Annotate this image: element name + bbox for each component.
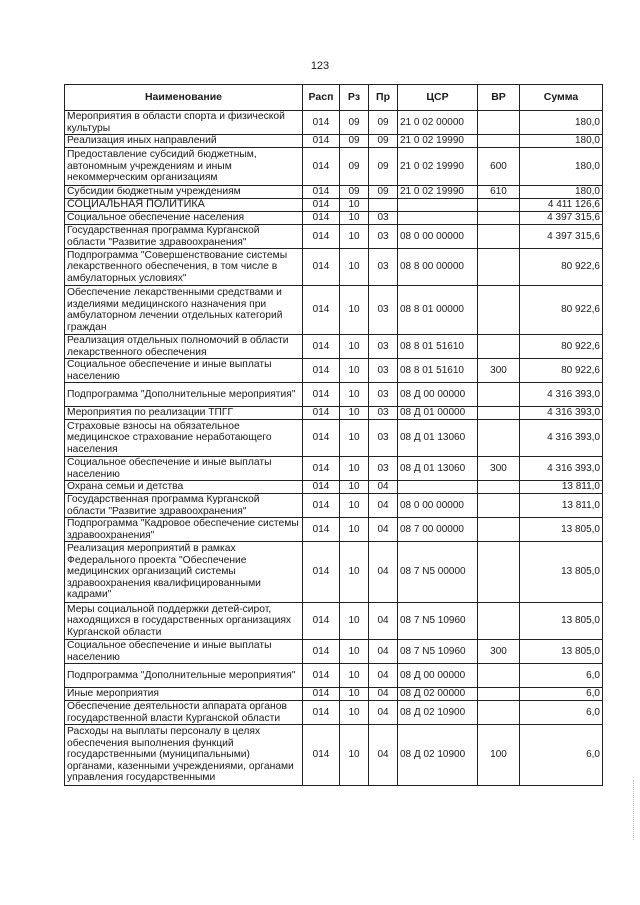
cell-rasp: 014 — [303, 420, 340, 457]
cell-vr: 100 — [478, 725, 520, 786]
cell-rasp: 014 — [303, 286, 340, 335]
cell-pr: 03 — [369, 457, 398, 481]
cell-rasp: 014 — [303, 725, 340, 786]
cell-name: Обеспечение деятельности аппарата органов государственной власти Курганской области — [65, 701, 303, 725]
cell-vr: 300 — [478, 640, 520, 664]
cell-name: Государственная программа Курганской области "Развитие здравоохранения" — [65, 225, 303, 249]
cell-csr: 21 0 02 19990 — [398, 148, 478, 186]
cell-csr: 08 Д 00 00000 — [398, 664, 478, 688]
cell-rasp: 014 — [303, 701, 340, 725]
cell-sum: 4 397 315,6 — [520, 225, 603, 249]
cell-rasp: 014 — [303, 664, 340, 688]
table-row — [65, 494, 603, 518]
cell-name: Страховые взносы на обязательное медицинское страхование неработающего населения — [65, 420, 303, 457]
page-number: 123 — [310, 60, 330, 72]
table-row — [65, 481, 603, 494]
cell-rasp: 014 — [303, 542, 340, 603]
cell-rz: 10 — [340, 359, 369, 383]
cell-sum: 13 805,0 — [520, 640, 603, 664]
header-pr: Пр — [369, 85, 398, 111]
cell-name: Государственная программа Курганской области "Развитие здравоохранения" — [65, 494, 303, 518]
cell-rz: 10 — [340, 481, 369, 494]
cell-vr — [478, 481, 520, 494]
cell-csr: 08 8 01 00000 — [398, 286, 478, 335]
cell-csr: 08 8 00 00000 — [398, 249, 478, 286]
cell-pr: 04 — [369, 542, 398, 603]
cell-rz: 09 — [340, 135, 369, 148]
cell-rasp: 014 — [303, 186, 340, 199]
cell-name: СОЦИАЛЬНАЯ ПОЛИТИКА — [65, 199, 303, 212]
cell-pr: 03 — [369, 407, 398, 420]
cell-name: Мероприятия по реализации ТПГГ — [65, 407, 303, 420]
cell-vr — [478, 701, 520, 725]
cell-name: Социальное обеспечение и иные выплаты населению — [65, 359, 303, 383]
cell-sum: 13 805,0 — [520, 518, 603, 542]
cell-vr — [478, 135, 520, 148]
cell-csr — [398, 481, 478, 494]
cell-vr — [478, 199, 520, 212]
cell-rz: 09 — [340, 186, 369, 199]
cell-name: Мероприятия в области спорта и физической культуры — [65, 111, 303, 135]
scan-edge-mark — [633, 780, 636, 840]
cell-name: Меры социальной поддержки детей-сирот, находящихся в государственных организациях Курганской области — [65, 603, 303, 640]
cell-rz: 10 — [340, 212, 369, 225]
cell-vr — [478, 494, 520, 518]
cell-pr: 04 — [369, 603, 398, 640]
cell-rasp: 014 — [303, 225, 340, 249]
cell-sum: 180,0 — [520, 148, 603, 186]
cell-pr: 04 — [369, 688, 398, 701]
cell-rasp: 014 — [303, 603, 340, 640]
cell-sum: 180,0 — [520, 186, 603, 199]
cell-csr: 08 7 N5 10960 — [398, 640, 478, 664]
cell-rasp: 014 — [303, 383, 340, 407]
header-rz: Рз — [340, 85, 369, 111]
cell-sum: 6,0 — [520, 725, 603, 786]
table-row — [65, 603, 603, 640]
cell-csr: 21 0 02 00000 — [398, 111, 478, 135]
cell-name: Подпрограмма "Дополнительные мероприятия" — [65, 664, 303, 688]
cell-vr — [478, 383, 520, 407]
cell-csr: 08 7 00 00000 — [398, 518, 478, 542]
cell-pr: 03 — [369, 212, 398, 225]
cell-name: Реализация мероприятий в рамках Федерального проекта "Обеспечение медицинских организаций системы здравоохранения квалифицированными кадрами" — [65, 542, 303, 603]
table-row — [65, 518, 603, 542]
cell-name: Реализация отдельных полномочий в области лекарственного обеспечения — [65, 335, 303, 359]
cell-rasp: 014 — [303, 135, 340, 148]
cell-pr: 03 — [369, 335, 398, 359]
cell-pr: 03 — [369, 249, 398, 286]
cell-sum: 4 411 126,6 — [520, 199, 603, 212]
cell-pr: 09 — [369, 148, 398, 186]
table-row — [65, 186, 603, 199]
table-row — [65, 701, 603, 725]
cell-csr — [398, 199, 478, 212]
cell-sum: 6,0 — [520, 688, 603, 701]
cell-pr: 04 — [369, 494, 398, 518]
cell-sum: 13 811,0 — [520, 481, 603, 494]
cell-pr: 09 — [369, 186, 398, 199]
cell-pr — [369, 199, 398, 212]
table-header-row — [65, 85, 603, 111]
cell-vr — [478, 407, 520, 420]
cell-sum: 13 805,0 — [520, 542, 603, 603]
cell-pr: 03 — [369, 359, 398, 383]
cell-pr: 03 — [369, 286, 398, 335]
cell-rz: 10 — [340, 494, 369, 518]
cell-vr — [478, 688, 520, 701]
cell-csr: 08 Д 02 00000 — [398, 688, 478, 701]
table-row — [65, 225, 603, 249]
cell-sum: 4 316 393,0 — [520, 407, 603, 420]
cell-rasp: 014 — [303, 249, 340, 286]
cell-rasp: 014 — [303, 481, 340, 494]
cell-rz: 10 — [340, 335, 369, 359]
cell-rasp: 014 — [303, 148, 340, 186]
table-row — [65, 249, 603, 286]
cell-rz: 09 — [340, 111, 369, 135]
cell-rz: 10 — [340, 457, 369, 481]
cell-sum: 80 922,6 — [520, 335, 603, 359]
table-row — [65, 135, 603, 148]
cell-rz: 09 — [340, 148, 369, 186]
cell-rz: 10 — [340, 199, 369, 212]
cell-sum: 4 316 393,0 — [520, 420, 603, 457]
cell-name: Иные мероприятия — [65, 688, 303, 701]
cell-pr: 03 — [369, 225, 398, 249]
table-row — [65, 457, 603, 481]
cell-pr: 04 — [369, 701, 398, 725]
table-row — [65, 383, 603, 407]
cell-rz: 10 — [340, 383, 369, 407]
cell-sum: 4 316 393,0 — [520, 457, 603, 481]
cell-rz: 10 — [340, 249, 369, 286]
cell-vr — [478, 542, 520, 603]
cell-name: Обеспечение лекарственными средствами и изделиями медицинского назначения при амбулаторном лечении отдельных категорий граждан — [65, 286, 303, 335]
table-row — [65, 212, 603, 225]
cell-rz: 10 — [340, 286, 369, 335]
table-row — [65, 725, 603, 786]
cell-sum: 4 397 315,6 — [520, 212, 603, 225]
table-row — [65, 664, 603, 688]
table-row — [65, 335, 603, 359]
cell-rasp: 014 — [303, 359, 340, 383]
cell-vr — [478, 286, 520, 335]
cell-rasp: 014 — [303, 111, 340, 135]
cell-rasp: 014 — [303, 199, 340, 212]
cell-name: Социальное обеспечение населения — [65, 212, 303, 225]
table-row — [65, 640, 603, 664]
header-vr: ВР — [478, 85, 520, 111]
cell-vr: 300 — [478, 457, 520, 481]
cell-rasp: 014 — [303, 688, 340, 701]
header-csr: ЦСР — [398, 85, 478, 111]
cell-sum: 80 922,6 — [520, 359, 603, 383]
cell-pr: 03 — [369, 420, 398, 457]
cell-vr — [478, 111, 520, 135]
cell-vr: 600 — [478, 148, 520, 186]
table-row — [65, 111, 603, 135]
table-row — [65, 542, 603, 603]
cell-rz: 10 — [340, 603, 369, 640]
cell-name: Социальное обеспечение и иные выплаты населению — [65, 640, 303, 664]
cell-name: Субсидии бюджетным учреждениям — [65, 186, 303, 199]
cell-vr — [478, 212, 520, 225]
cell-name: Подпрограмма "Кадровое обеспечение системы здравоохранения" — [65, 518, 303, 542]
cell-vr — [478, 335, 520, 359]
cell-rasp: 014 — [303, 494, 340, 518]
cell-rasp: 014 — [303, 407, 340, 420]
cell-vr: 610 — [478, 186, 520, 199]
cell-name: Охрана семьи и детства — [65, 481, 303, 494]
cell-vr — [478, 664, 520, 688]
cell-csr: 08 Д 01 00000 — [398, 407, 478, 420]
cell-name: Подпрограмма "Совершенствование системы лекарственного обеспечения, в том числе в амбулаторных условиях" — [65, 249, 303, 286]
cell-pr: 04 — [369, 481, 398, 494]
cell-sum: 13 805,0 — [520, 603, 603, 640]
cell-pr: 04 — [369, 640, 398, 664]
cell-pr: 03 — [369, 383, 398, 407]
cell-csr: 08 Д 02 10900 — [398, 725, 478, 786]
cell-vr — [478, 249, 520, 286]
cell-csr — [398, 212, 478, 225]
cell-sum: 80 922,6 — [520, 286, 603, 335]
cell-csr: 08 8 01 51610 — [398, 359, 478, 383]
cell-name: Подпрограмма "Дополнительные мероприятия" — [65, 383, 303, 407]
cell-rz: 10 — [340, 688, 369, 701]
table-body — [65, 111, 603, 786]
cell-csr: 08 Д 01 13060 — [398, 420, 478, 457]
cell-csr: 21 0 02 19990 — [398, 186, 478, 199]
cell-sum: 180,0 — [520, 111, 603, 135]
cell-sum: 13 811,0 — [520, 494, 603, 518]
cell-csr: 08 8 01 51610 — [398, 335, 478, 359]
cell-pr: 04 — [369, 518, 398, 542]
cell-vr — [478, 420, 520, 457]
table-row — [65, 286, 603, 335]
budget-table — [64, 84, 603, 786]
table-row — [65, 359, 603, 383]
cell-name: Реализация иных направлений — [65, 135, 303, 148]
cell-csr: 08 Д 02 10900 — [398, 701, 478, 725]
cell-vr — [478, 603, 520, 640]
cell-name: Расходы на выплаты персоналу в целях обеспечения выполнения функций государственными (муниципальными) органами, казенными учреждениями, органами управления государственными — [65, 725, 303, 786]
cell-rasp: 014 — [303, 212, 340, 225]
cell-rz: 10 — [340, 225, 369, 249]
cell-rasp: 014 — [303, 518, 340, 542]
cell-sum: 6,0 — [520, 701, 603, 725]
cell-rz: 10 — [340, 407, 369, 420]
header-name: Наименование — [65, 85, 303, 111]
cell-name: Предоставление субсидий бюджетным, автономным учреждениям и иным некоммерческим организациям — [65, 148, 303, 186]
cell-vr: 300 — [478, 359, 520, 383]
cell-csr: 08 Д 00 00000 — [398, 383, 478, 407]
cell-csr: 21 0 02 19990 — [398, 135, 478, 148]
cell-csr: 08 7 N5 10960 — [398, 603, 478, 640]
cell-sum: 180,0 — [520, 135, 603, 148]
cell-pr: 04 — [369, 725, 398, 786]
cell-pr: 04 — [369, 664, 398, 688]
cell-sum: 6,0 — [520, 664, 603, 688]
cell-name: Социальное обеспечение и иные выплаты населению — [65, 457, 303, 481]
cell-csr: 08 0 00 00000 — [398, 494, 478, 518]
cell-pr: 09 — [369, 135, 398, 148]
cell-rz: 10 — [340, 640, 369, 664]
cell-csr: 08 0 00 00000 — [398, 225, 478, 249]
cell-pr: 09 — [369, 111, 398, 135]
cell-rz: 10 — [340, 518, 369, 542]
header-sum: Сумма — [520, 85, 603, 111]
table-row — [65, 407, 603, 420]
table-row — [65, 148, 603, 186]
cell-sum: 4 316 393,0 — [520, 383, 603, 407]
cell-rz: 10 — [340, 664, 369, 688]
cell-rasp: 014 — [303, 335, 340, 359]
table-row — [65, 199, 603, 212]
cell-rz: 10 — [340, 420, 369, 457]
cell-rasp: 014 — [303, 640, 340, 664]
cell-rz: 10 — [340, 542, 369, 603]
cell-rz: 10 — [340, 725, 369, 786]
table-row — [65, 420, 603, 457]
cell-rasp: 014 — [303, 457, 340, 481]
cell-rz: 10 — [340, 701, 369, 725]
header-rasp: Расп — [303, 85, 340, 111]
cell-vr — [478, 225, 520, 249]
cell-csr: 08 Д 01 13060 — [398, 457, 478, 481]
cell-sum: 80 922,6 — [520, 249, 603, 286]
cell-csr: 08 7 N5 00000 — [398, 542, 478, 603]
table-row — [65, 688, 603, 701]
cell-vr — [478, 518, 520, 542]
